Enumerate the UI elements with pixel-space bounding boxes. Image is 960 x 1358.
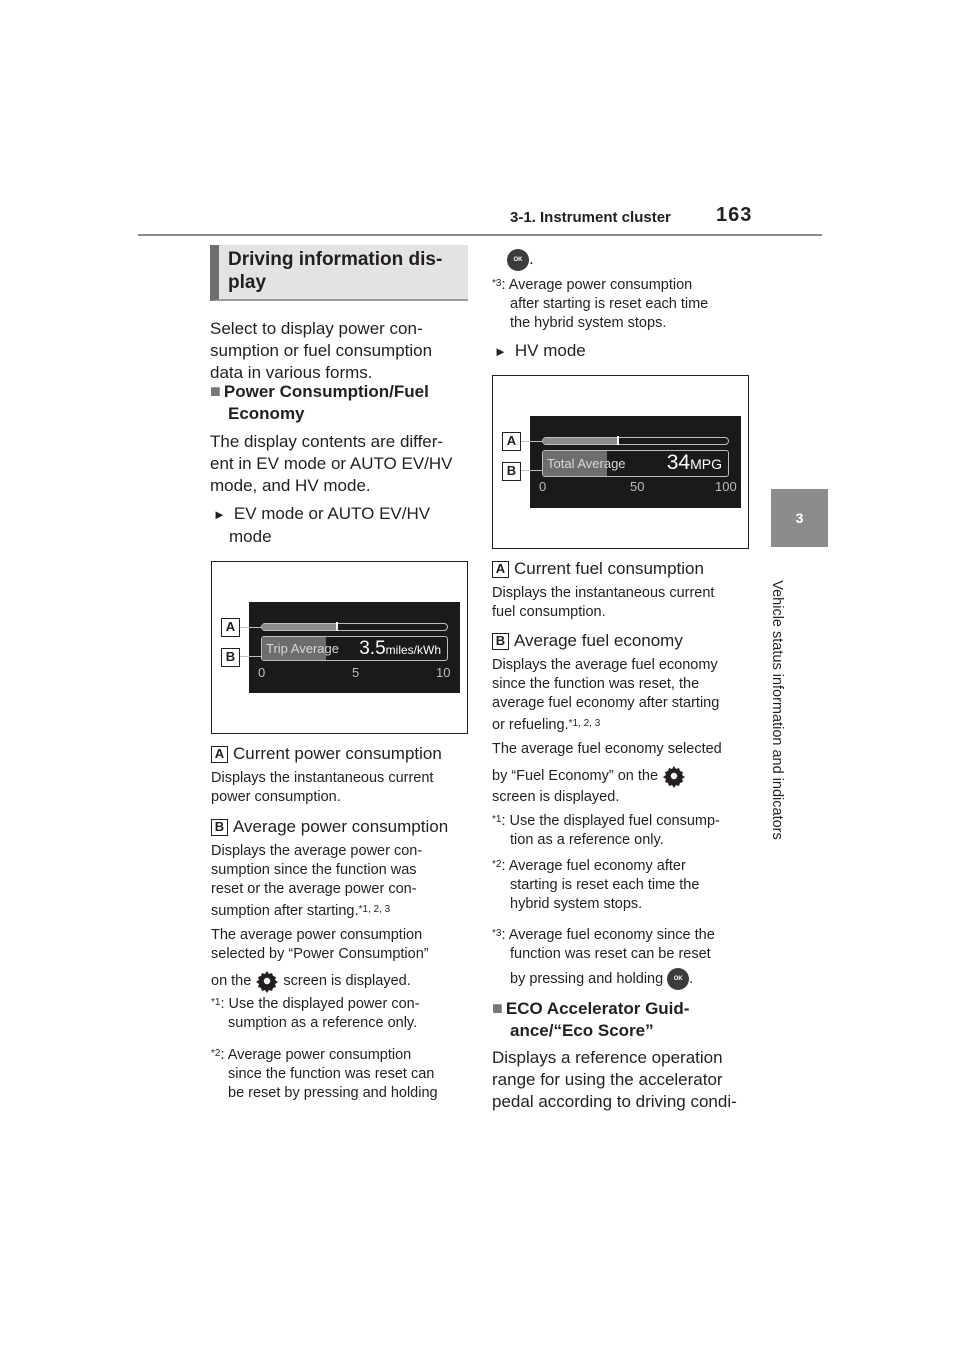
ev-item-a-desc — [211, 769, 433, 807]
ev-display-screen — [249, 602, 460, 693]
intro-line: sumption or fuel consumption — [210, 341, 433, 360]
hv-item-b-desc — [492, 656, 722, 807]
intro-line: Select to display power con- — [210, 319, 423, 338]
scale-max: 10 — [436, 665, 451, 680]
desc-line: reset or the average power con- — [211, 881, 417, 897]
eco-title-2: ance/“Eco Score” — [510, 1021, 654, 1040]
desc-line: on the — [211, 972, 252, 989]
intro-line: data in various forms. — [210, 363, 373, 382]
desc-line: selected by “Power Consumption” — [211, 946, 429, 962]
ev-footnote-2 — [211, 1046, 438, 1103]
desc-line: screen is displayed. — [492, 789, 620, 805]
ok-continuation — [507, 248, 534, 271]
desc-line: Displays the instantaneous current — [211, 770, 434, 786]
footnote-mark: *1 — [492, 814, 502, 825]
chapter-title-text: Vehicle status information and indicators — [769, 580, 785, 840]
footnote-mark: *2 — [492, 859, 502, 870]
period: . — [529, 249, 534, 268]
bar-fill — [543, 438, 617, 444]
desc-line: power consumption. — [211, 789, 341, 805]
footnote-ref: *1, 2, 3 — [358, 904, 391, 915]
hv-display-screen — [530, 416, 741, 508]
scale-max: 100 — [715, 479, 737, 494]
ev-mode-label — [213, 503, 430, 548]
desc-line: pedal according to driving condi- — [492, 1092, 737, 1111]
footnote-text: after starting is reset each time — [510, 296, 709, 312]
hv-item-a-title — [492, 558, 704, 580]
value-number: 34 — [666, 451, 691, 474]
intro-paragraph — [210, 318, 432, 384]
footnote-text: : Average fuel economy after — [501, 858, 686, 874]
ok-button-icon: OK — [507, 249, 529, 271]
desc-line: The average fuel economy selected — [492, 741, 722, 757]
eco-description — [492, 1047, 737, 1113]
triangle-bullet-icon: ► — [213, 507, 226, 522]
scale-mid: 5 — [352, 665, 360, 680]
square-bullet-icon: ■ — [492, 998, 503, 1018]
item-label-b: B — [211, 819, 228, 836]
footnote-text: function was reset can be reset — [510, 946, 711, 962]
heading-line2: play — [228, 272, 267, 293]
desc-line: fuel consumption. — [492, 604, 606, 620]
header-rule — [138, 234, 822, 236]
figure-label-b: B — [502, 462, 521, 481]
eco-subheading — [492, 997, 689, 1042]
footnote-text: be reset by pressing and holding — [228, 1085, 438, 1101]
bar-marker — [336, 622, 338, 631]
ev-item-a-title — [211, 743, 442, 765]
desc-line: The average power consumption — [211, 927, 423, 943]
eco-title-1: ECO Accelerator Guid- — [505, 999, 690, 1018]
hv-mode-label — [494, 340, 586, 363]
item-label-a: A — [211, 746, 228, 763]
desc-line: sumption after starting. — [211, 903, 359, 919]
hv-item-b-title — [492, 630, 683, 652]
footnote-text: : Average fuel economy since the — [501, 927, 715, 943]
footnote-mark: *3 — [492, 278, 502, 289]
chapter-side-title — [757, 555, 797, 865]
hv-footnote-1 — [492, 812, 720, 850]
footnote-text: sumption as a reference only. — [228, 1015, 418, 1031]
hv-footnote-3 — [492, 926, 715, 990]
section-title: 3-1. Instrument cluster — [510, 209, 671, 226]
leader-line-b — [240, 656, 262, 657]
figure-label-a: A — [221, 618, 240, 637]
desc-line: Displays the average power con- — [211, 843, 423, 859]
footnote-text: by pressing and holding — [510, 970, 664, 987]
settings-gear-icon — [255, 969, 279, 993]
item-label-a: A — [492, 561, 509, 578]
item-title: Current fuel consumption — [514, 559, 704, 578]
leader-line-b — [521, 470, 543, 471]
scale-min: 0 — [258, 665, 266, 680]
chapter-tab: 3 — [771, 489, 828, 547]
item-title: Current power consumption — [233, 744, 442, 763]
pill-label: Total Average — [547, 456, 626, 471]
desc-line: screen is displayed. — [283, 972, 411, 989]
value-unit: miles/kWh — [385, 643, 441, 657]
desc-line: Displays a reference operation — [492, 1048, 723, 1067]
desc-line: range for using the accelerator — [492, 1070, 723, 1089]
heading-line1: Driving information dis- — [228, 249, 443, 270]
ev-item-b-desc — [211, 842, 429, 993]
scale-mid: 50 — [630, 479, 645, 494]
bar-marker — [617, 436, 619, 445]
total-average-pill — [542, 450, 729, 477]
ev-display-figure — [211, 561, 468, 734]
hv-label: HV mode — [514, 341, 586, 360]
desc-line: ent in EV mode or AUTO EV/HV — [210, 454, 453, 473]
figure-label-a: A — [502, 432, 521, 451]
footnote-text: : Use the displayed fuel consump- — [501, 813, 720, 829]
power-subheading — [210, 380, 429, 425]
triangle-bullet-icon: ► — [494, 344, 507, 359]
item-label-b: B — [492, 633, 509, 650]
footnote-text: starting is reset each time the — [510, 877, 700, 893]
desc-line: average fuel economy after starting — [492, 695, 720, 711]
pill-label: Trip Average — [266, 641, 339, 656]
power-title-2: Economy — [228, 404, 305, 423]
trip-average-pill — [261, 636, 448, 661]
desc-line: since the function was reset, the — [492, 676, 700, 692]
period: . — [689, 970, 694, 987]
figure-label-b: B — [221, 648, 240, 667]
page-number: 163 — [716, 204, 753, 226]
item-title: Average power consumption — [233, 817, 449, 836]
desc-line: Displays the average fuel economy — [492, 657, 718, 673]
desc-line: or refueling. — [492, 717, 569, 733]
footnote-text: since the function was reset can — [228, 1066, 435, 1082]
desc-line: sumption since the function was — [211, 862, 417, 878]
footnote-mark: *3 — [492, 928, 502, 939]
current-fuel-bar — [542, 437, 729, 445]
power-description — [210, 431, 453, 497]
ev-footnote-1 — [211, 995, 420, 1033]
footnote-mark: *2 — [211, 1048, 221, 1059]
ok-button-icon: OK — [667, 968, 689, 990]
leader-line-a — [521, 441, 543, 442]
footnote-text: : Use the displayed power con- — [220, 996, 420, 1012]
section-heading — [210, 245, 468, 301]
square-bullet-icon: ■ — [210, 381, 221, 401]
footnote-text: : Average power consumption — [501, 277, 693, 293]
pill-value — [359, 638, 441, 660]
footnote-ref: *1, 2, 3 — [568, 718, 601, 729]
ev-label-2: mode — [229, 527, 272, 546]
footnote-text: tion as a reference only. — [510, 832, 664, 848]
scale-min: 0 — [539, 479, 547, 494]
bar-fill — [262, 624, 336, 630]
current-consumption-bar — [261, 623, 448, 631]
ev-item-b-title — [211, 816, 448, 838]
pill-value — [667, 451, 722, 475]
ev-label-1: EV mode or AUTO EV/HV — [233, 504, 431, 523]
value-unit: MPG — [690, 456, 722, 472]
desc-line: mode, and HV mode. — [210, 476, 371, 495]
ev-footnote-3 — [492, 276, 708, 333]
hv-item-a-desc — [492, 584, 714, 622]
desc-line: Displays the instantaneous current — [492, 585, 715, 601]
desc-line: by “Fuel Economy” on the — [492, 767, 659, 784]
leader-line-a — [240, 627, 262, 628]
settings-gear-icon — [662, 764, 686, 788]
footnote-text: hybrid system stops. — [510, 896, 643, 912]
desc-line: The display contents are differ- — [210, 432, 444, 451]
value-number: 3.5 — [359, 638, 386, 659]
power-title-1: Power Consumption/Fuel — [223, 382, 429, 401]
footnote-text: : Average power consumption — [220, 1047, 412, 1063]
hv-footnote-2 — [492, 857, 699, 914]
hv-display-figure — [492, 375, 749, 549]
item-title: Average fuel economy — [514, 631, 683, 650]
footnote-text: the hybrid system stops. — [510, 315, 667, 331]
footnote-mark: *1 — [211, 997, 221, 1008]
